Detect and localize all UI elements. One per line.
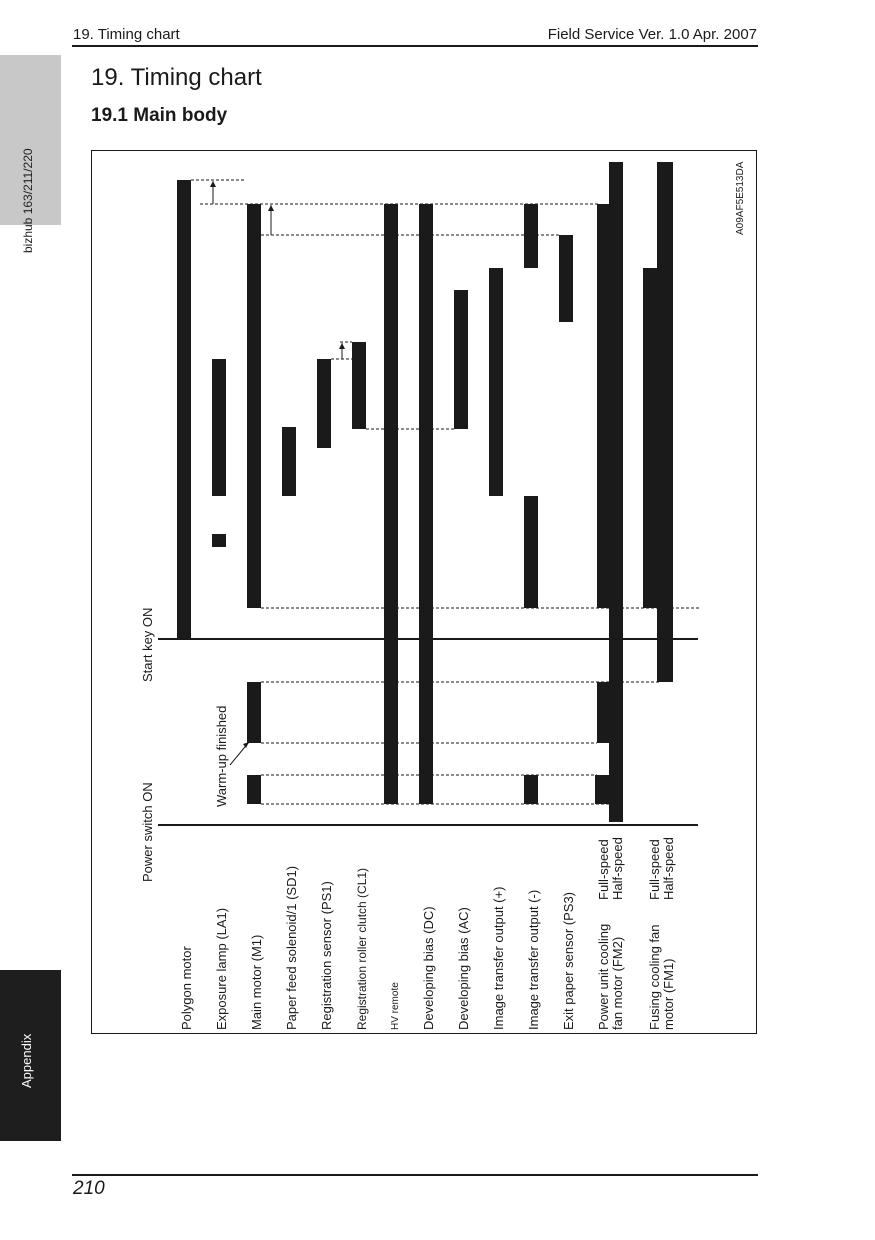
fm1-full-speed-label: Full-speed <box>647 839 662 900</box>
signal-label-fm2-line1: Power unit cooling <box>596 923 611 1030</box>
signal-label-ps3: Exit paper sensor (PS3) <box>561 891 576 1030</box>
fm2-full-warmup-bar <box>597 682 623 743</box>
signal-label-la1: Exposure lamp (LA1) <box>214 907 229 1030</box>
fm2-half-top-bar <box>609 162 623 204</box>
main-motor-warmup-bar <box>247 682 261 743</box>
main-motor-delay-arrow-head <box>268 205 274 211</box>
signal-label-cl1: Registration roller clutch (CL1) <box>355 867 369 1030</box>
signal-label-itp: Image transfer output (+) <box>491 886 506 1030</box>
signal-label-hv: HV remote <box>390 982 401 1030</box>
side-tab-chapter-label: Appendix <box>19 1033 34 1088</box>
main-motor-init-bar <box>247 775 261 804</box>
signal-label-fm1-line2: motor (FM1) <box>661 958 676 1030</box>
signal-label-sd1: Paper feed solenoid/1 (SD1) <box>284 865 299 1030</box>
image-transfer-plus-bar <box>489 268 503 496</box>
fm1-half-speed-label: Half-speed <box>661 837 676 900</box>
exposure-lamp-bar <box>212 359 226 496</box>
power-switch-on-label: Power switch ON <box>140 782 155 882</box>
start-key-on-label: Start key ON <box>140 607 155 682</box>
figure-code: A09AF5E513DA <box>735 161 746 235</box>
signal-label-itm: Image transfer output (-) <box>526 889 541 1030</box>
signal-label-m1: Main motor (M1) <box>249 934 264 1030</box>
fm1-half-mid-bar <box>657 608 673 682</box>
paper-feed-solenoid-bar <box>282 427 296 496</box>
image-transfer-minus-bar-3 <box>524 775 538 804</box>
fm2-full-init-bar <box>595 775 609 804</box>
footer-rule <box>72 1174 758 1176</box>
page-number: 210 <box>73 1178 105 1199</box>
polygon-motor-bar <box>177 180 191 638</box>
image-transfer-minus-bar-1 <box>524 204 538 268</box>
fm2-full-speed-label: Full-speed <box>596 839 611 900</box>
page-title: 19. Timing chart <box>91 64 262 91</box>
exit-paper-sensor-bar <box>559 235 573 322</box>
polygon-delay-arrow-head <box>210 181 216 187</box>
signal-label-polygon: Polygon motor <box>179 946 194 1030</box>
fm2-half-gap-bar <box>609 743 623 775</box>
signal-label-ps1: Registration sensor (PS1) <box>319 881 334 1030</box>
image-transfer-minus-bar-2 <box>524 496 538 608</box>
warm-up-finished-label: Warm-up finished <box>214 705 229 807</box>
side-tab-model-label: bizhub 163/211/220 <box>21 148 35 253</box>
main-motor-bar <box>247 204 261 608</box>
registration-clutch-bar <box>352 342 366 429</box>
signal-label-fm2-line2: fan motor (FM2) <box>610 936 625 1030</box>
fm1-half-top-bar <box>657 162 673 268</box>
signal-label-fm1-line1: Fusing cooling fan <box>647 924 662 1030</box>
header-edition: Field Service Ver. 1.0 Apr. 2007 <box>547 26 757 43</box>
signal-label-ac: Developing bias (AC) <box>456 907 471 1030</box>
exposure-lamp-short-bar <box>212 534 226 547</box>
fm1-full-speed-bar <box>643 268 673 608</box>
hv-remote-bar <box>384 204 398 804</box>
header-section-title: 19. Timing chart <box>73 26 180 43</box>
signal-label-dc: Developing bias (DC) <box>421 906 436 1030</box>
fm2-half-mid-bar <box>609 608 623 682</box>
developing-bias-dc-bar <box>419 204 433 804</box>
fm2-half-init-bar <box>609 775 623 822</box>
section-subtitle: 19.1 Main body <box>91 105 228 126</box>
fm2-full-speed-bar <box>597 204 623 608</box>
registration-sensor-bar <box>317 359 331 448</box>
clutch-delay-arrow-head <box>339 343 345 349</box>
fm2-half-speed-label: Half-speed <box>610 837 625 900</box>
developing-bias-ac-bar <box>454 290 468 429</box>
